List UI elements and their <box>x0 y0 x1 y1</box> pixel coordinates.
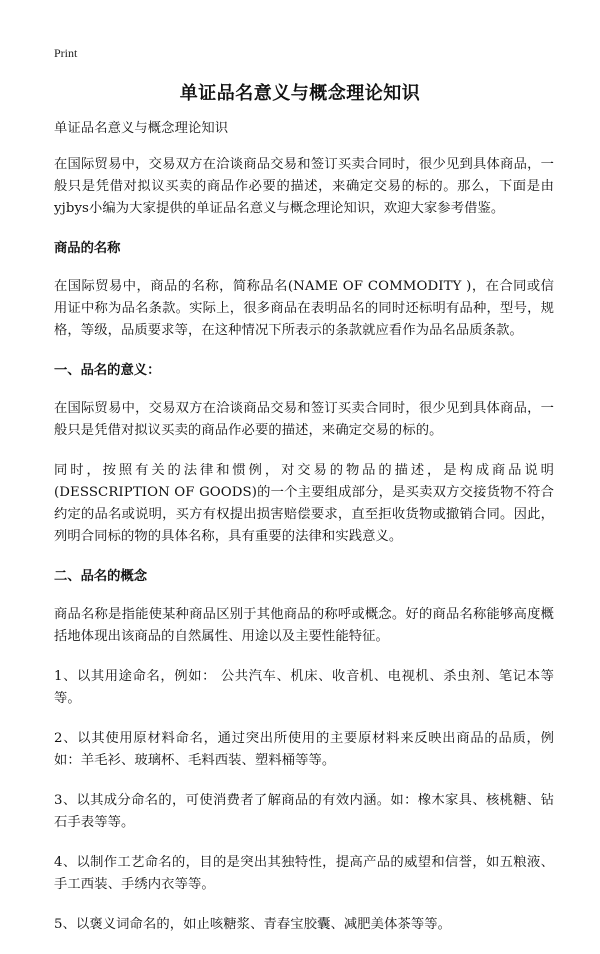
list-item-2: 2、以其使用原材料命名，通过突出所使用的主要原材料来反映出商品的品质，例如：羊毛衫、玻璃杯、毛料西装、塑料桶等等。 <box>54 731 554 768</box>
intro-paragraph: 在国际贸易中，交易双方在洽谈商品交易和签订买卖合同时，很少见到具体商品，一般只是凭借对拟议买卖的商品作必要的描述，来确定交易的标的。那么，下面是由yjbys小编为大家提供的单证品名意义与概念理论知识，欢迎大家参考借鉴。 <box>54 157 554 216</box>
list-item-3: 3、以其成分命名的，可使消费者了解商品的有效内涵。如：橡木家具、核桃糖、钻石手表等等。 <box>54 793 554 830</box>
section-heading-meaning: 一、品名的意义： <box>54 363 161 378</box>
article-body <box>54 118 554 954</box>
paragraph-meaning-2: 同时，按照有关的法律和惯例，对交易的物品的描述，是构成商品说明(DESSCRIPTION OF GOODS)的一个主要组成部分，是买卖双方交接货物不符合约定的品名或说明，买方有权提出损害赔偿要求，直至拒收货物或撤销合同。因此，列明合同标的物的具体名称，具有重要的法律和实践意义。 <box>54 463 554 544</box>
paragraph-meaning-1: 在国际贸易中，交易双方在洽谈商品交易和签订买卖合同时，很少见到具体商品，一般只是凭借对拟议买卖的商品作必要的描述，来确定交易的标的。 <box>54 401 554 438</box>
paragraph-name: 在国际贸易中，商品的名称，简称品名(NAME OF COMMODITY )，在合同或信用证中称为品名条款。实际上，很多商品在表明品名的同时还标明有品种，型号，规格，等级，品质要求等，在这种情况下所表示的条款就应看作为品名品质条款。 <box>54 279 554 338</box>
list-item-4: 4、以制作工艺命名的，目的是突出其独特性，提高产品的威望和信誉，如五粮液、手工西装、手绣内衣等等。 <box>54 855 554 892</box>
list-item-5: 5、以褒义词命名的，如止咳糖浆、青春宝胶囊、减肥美体茶等等。 <box>54 917 452 932</box>
section-heading-name: 商品的名称 <box>54 241 121 256</box>
document-subtitle: 单证品名意义与概念理论知识 <box>54 121 229 136</box>
section-heading-concept: 二、品名的概念 <box>54 569 148 584</box>
print-link[interactable]: Print <box>54 46 78 60</box>
page-title: 单证品名意义与概念理论知识 <box>179 83 421 104</box>
paragraph-concept-1: 商品名称是指能使某种商品区别于其他商品的称呼或概念。好的商品名称能够高度概括地体现出该商品的自然属性、用途以及主要性能特征。 <box>54 607 554 644</box>
list-item-1: 1、以其用途命名，例如： 公共汽车、机床、收音机、电视机、杀虫剂、笔记本等等。 <box>54 669 554 706</box>
